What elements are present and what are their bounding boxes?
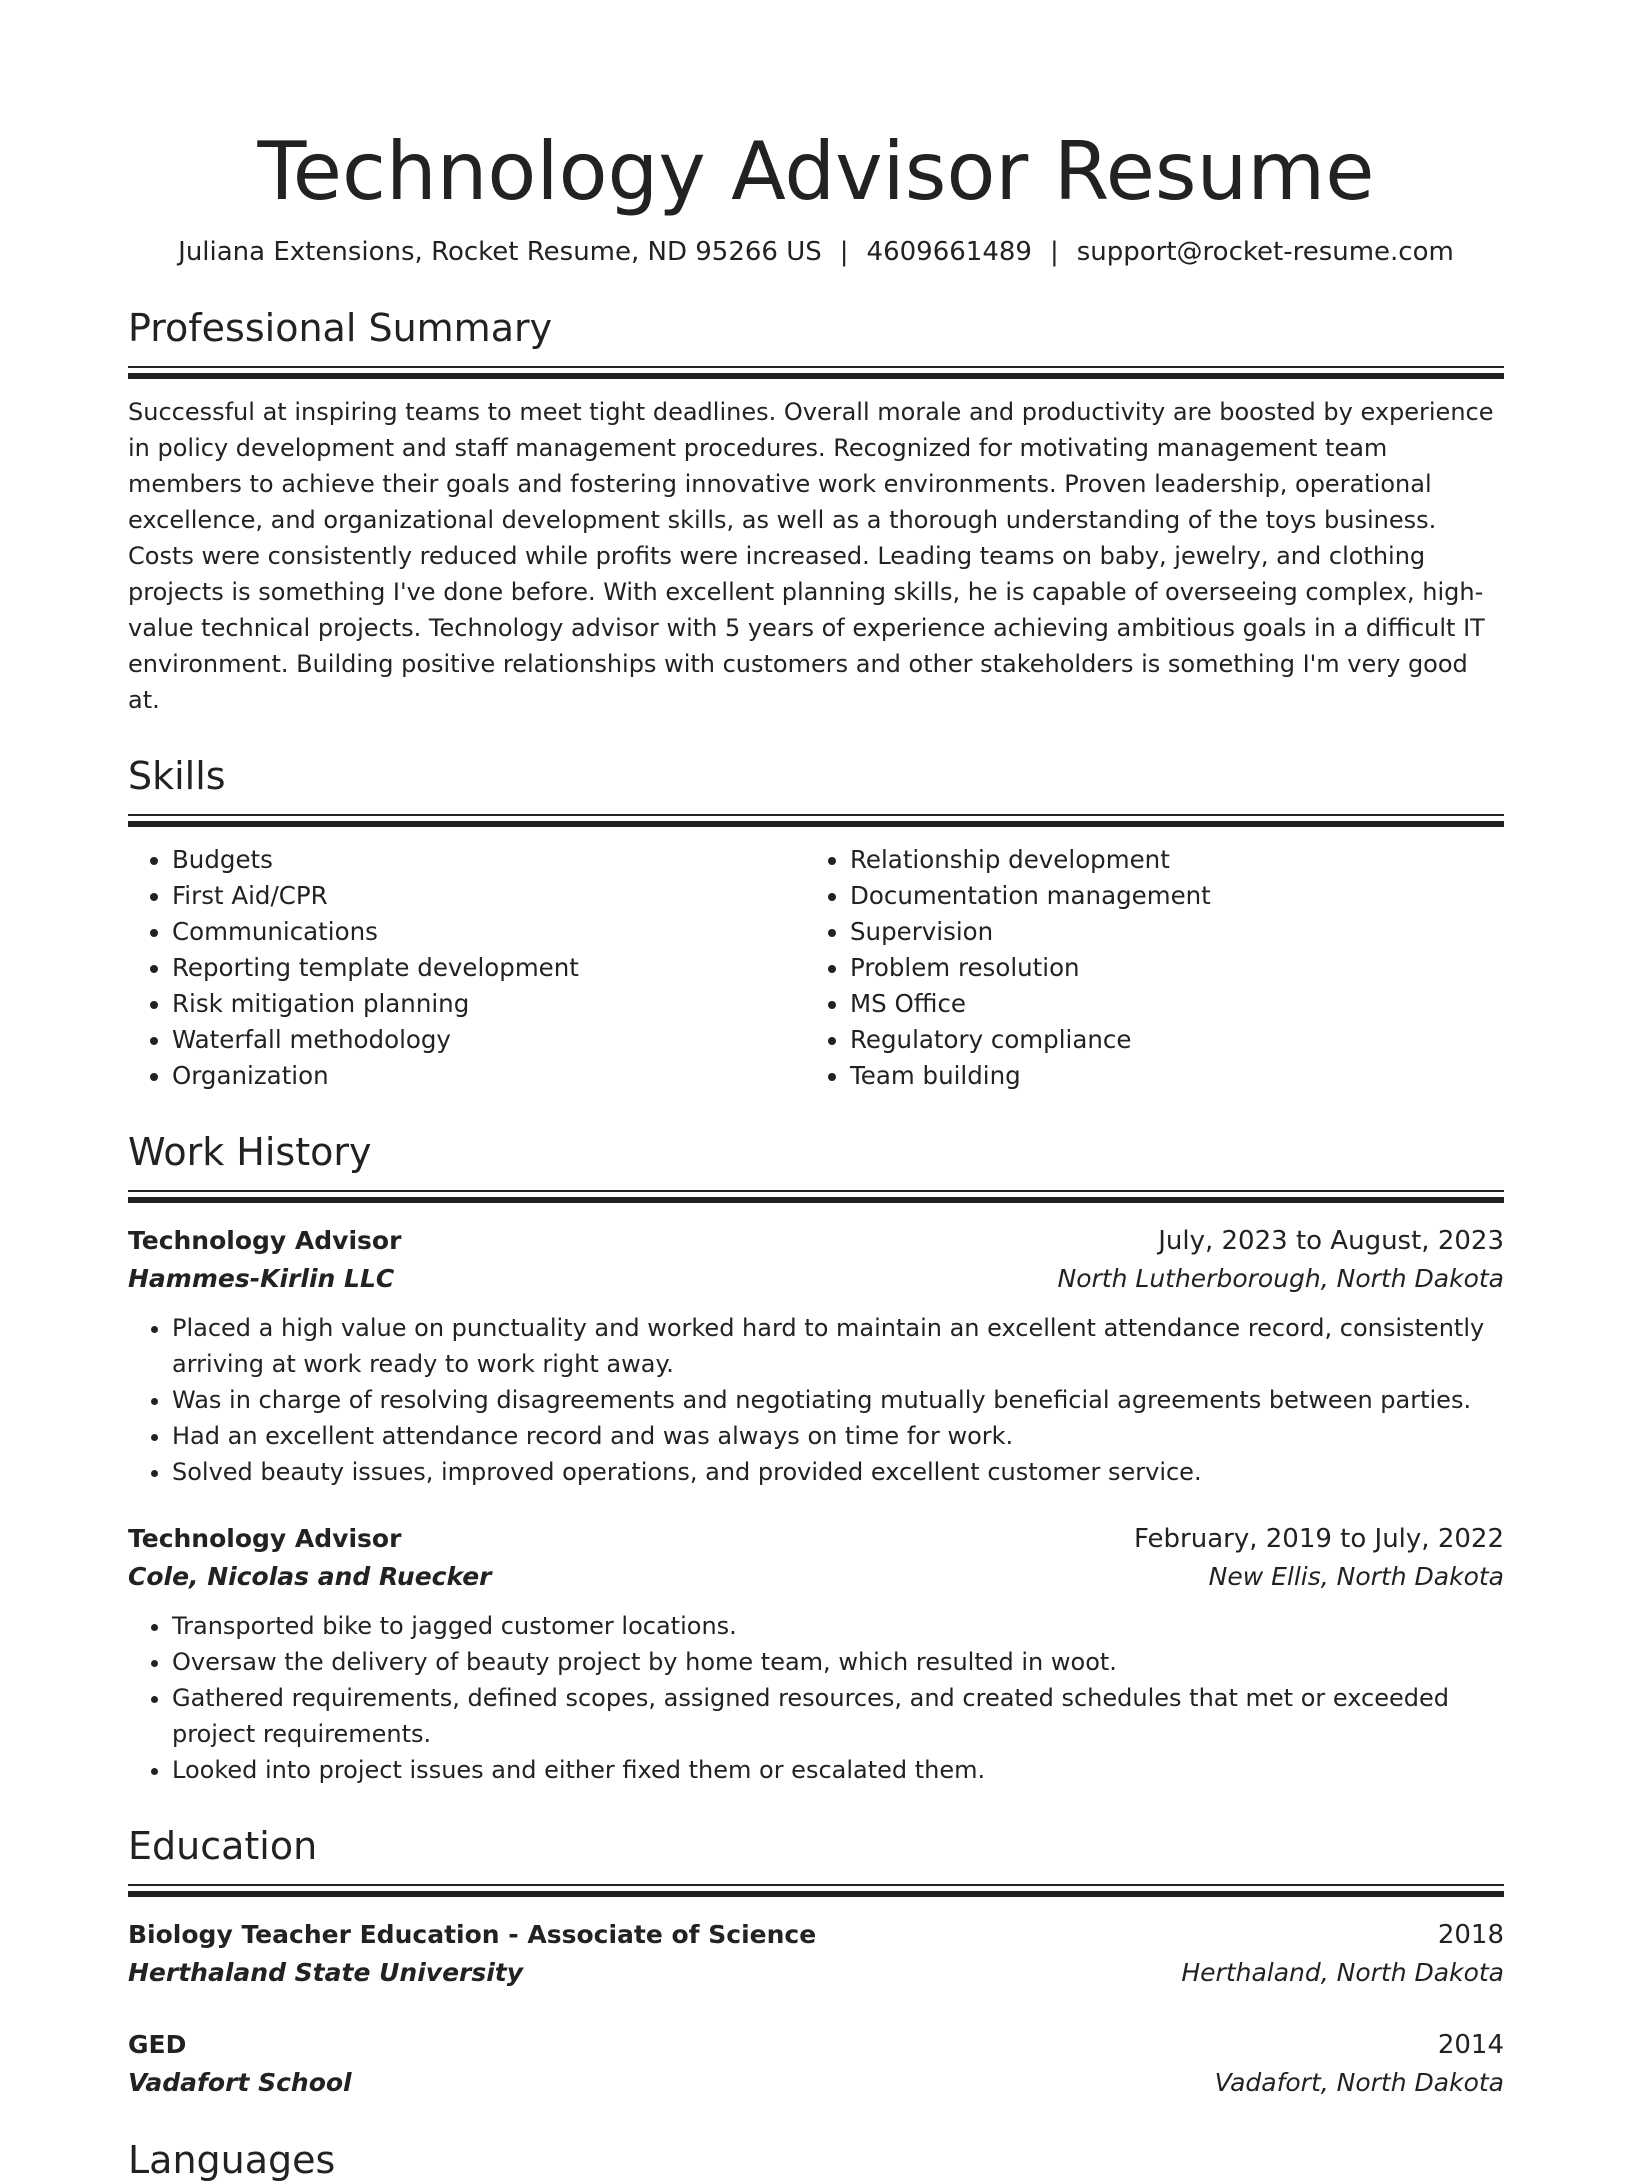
job-entry xyxy=(128,1222,1504,1490)
education-school: Vadafort School xyxy=(128,2068,352,2097)
job-dates: February, 2019 to July, 2022 xyxy=(1134,1524,1504,1554)
job-bullet: • Looked into project issues and either fixed them or escalated them. xyxy=(172,1752,1504,1788)
education-school: Herthaland State University xyxy=(128,1958,524,1987)
section-heading-skills: Skills xyxy=(128,754,226,798)
contact-separator: | xyxy=(839,237,849,267)
job-company: Cole, Nicolas and Ruecker xyxy=(128,1562,492,1591)
education-year: 2018 xyxy=(1437,1920,1504,1950)
skill-item: • First Aid/CPR xyxy=(172,878,806,914)
skill-item: • Communications xyxy=(172,914,806,950)
section-heading-summary: Professional Summary xyxy=(128,306,553,350)
skills-list-left xyxy=(128,842,806,1094)
section-heading-languages: Languages xyxy=(128,2138,336,2182)
job-bullet: • Transported bike to jagged customer locations. xyxy=(172,1608,1504,1644)
job-bullets xyxy=(128,1608,1504,1788)
section-heading-work: Work History xyxy=(128,1130,372,1174)
job-location: New Ellis, North Dakota xyxy=(1208,1562,1504,1591)
skill-item: • Documentation management xyxy=(850,878,1484,914)
education-entry xyxy=(128,2026,1504,2102)
job-bullet: • Had an excellent attendance record and was always on time for work. xyxy=(172,1418,1504,1454)
education-degree: GED xyxy=(128,2030,187,2059)
job-title: Technology Advisor xyxy=(128,1226,402,1255)
skill-item: • Problem resolution xyxy=(850,950,1484,986)
section-divider xyxy=(128,1884,1504,1898)
section-divider xyxy=(128,1190,1504,1204)
skills-section xyxy=(128,752,1504,1094)
skill-item: • Team building xyxy=(850,1058,1484,1094)
job-company: Hammes-Kirlin LLC xyxy=(128,1264,395,1293)
education-entry xyxy=(128,1916,1504,1992)
skills-list-right xyxy=(806,842,1484,1094)
section-heading-education: Education xyxy=(128,1824,318,1868)
job-title: Technology Advisor xyxy=(128,1524,402,1553)
skill-item: • Organization xyxy=(172,1058,806,1094)
contact-phone: 4609661489 xyxy=(866,237,1032,267)
languages-section xyxy=(128,2136,1504,2184)
skill-item: • Supervision xyxy=(850,914,1484,950)
work-section xyxy=(128,1128,1504,1788)
contact-separator: | xyxy=(1049,237,1059,267)
skill-item: • Relationship development xyxy=(850,842,1484,878)
summary-text: Successful at inspiring teams to meet tight deadlines. Overall morale and productivity are boosted by experience in policy development and staff management procedures. Recognized for motivating management team members to achieve their goals and fostering innovative work environments. Proven leadership, operational excellence, and organizational development skills, as well as a thorough understanding of the toys business. Costs were consistently reduced while profits were increased. Leading teams on baby, jewelry, and clothing projects is something I've done before. With excellent planning skills, he is capable of overseeing complex, high-value technical projects. Technology advisor with 5 years of experience achieving ambitious goals in a difficult IT environment. Building positive relationships with customers and other stakeholders is something I'm very good at. xyxy=(128,398,1494,714)
job-bullet: • Placed a high value on punctuality and worked hard to maintain an excellent attendance record, consistently arriving at work ready to work right away. xyxy=(172,1310,1504,1382)
education-degree: Biology Teacher Education - Associate of Science xyxy=(128,1920,817,1949)
resume-page xyxy=(128,0,1504,2184)
job-dates: July, 2023 to August, 2023 xyxy=(1158,1226,1504,1256)
education-location: Vadafort, North Dakota xyxy=(1214,2068,1504,2097)
education-year: 2014 xyxy=(1437,2030,1504,2060)
skill-item: • Budgets xyxy=(172,842,806,878)
job-bullet: • Gathered requirements, defined scopes, assigned resources, and created schedules that met or exceeded project requirements. xyxy=(172,1680,1504,1752)
skill-item: • MS Office xyxy=(850,986,1484,1022)
skill-item: • Waterfall methodology xyxy=(172,1022,806,1058)
skill-item: • Risk mitigation planning xyxy=(172,986,806,1022)
job-bullets xyxy=(128,1310,1504,1490)
contact-email: support@rocket-resume.com xyxy=(1076,237,1454,267)
contact-line xyxy=(128,234,1504,270)
job-bullet: • Solved beauty issues, improved operations, and provided excellent customer service. xyxy=(172,1454,1504,1490)
education-section xyxy=(128,1822,1504,2102)
job-entry xyxy=(128,1520,1504,1788)
section-divider xyxy=(128,814,1504,828)
education-location: Herthaland, North Dakota xyxy=(1181,1958,1504,1987)
resume-title: Technology Advisor Resume xyxy=(257,125,1375,218)
job-bullet: • Oversaw the delivery of beauty project by home team, which resulted in woot. xyxy=(172,1644,1504,1680)
contact-address: Juliana Extensions, Rocket Resume, ND 95266 US xyxy=(178,237,822,267)
skill-item: • Reporting template development xyxy=(172,950,806,986)
section-divider xyxy=(128,366,1504,380)
job-location: North Lutherborough, North Dakota xyxy=(1057,1264,1504,1293)
summary-section xyxy=(128,304,1504,718)
skill-item: • Regulatory compliance xyxy=(850,1022,1484,1058)
skills-columns xyxy=(128,842,1504,1094)
job-bullet: • Was in charge of resolving disagreements and negotiating mutually beneficial agreements between parties. xyxy=(172,1382,1504,1418)
